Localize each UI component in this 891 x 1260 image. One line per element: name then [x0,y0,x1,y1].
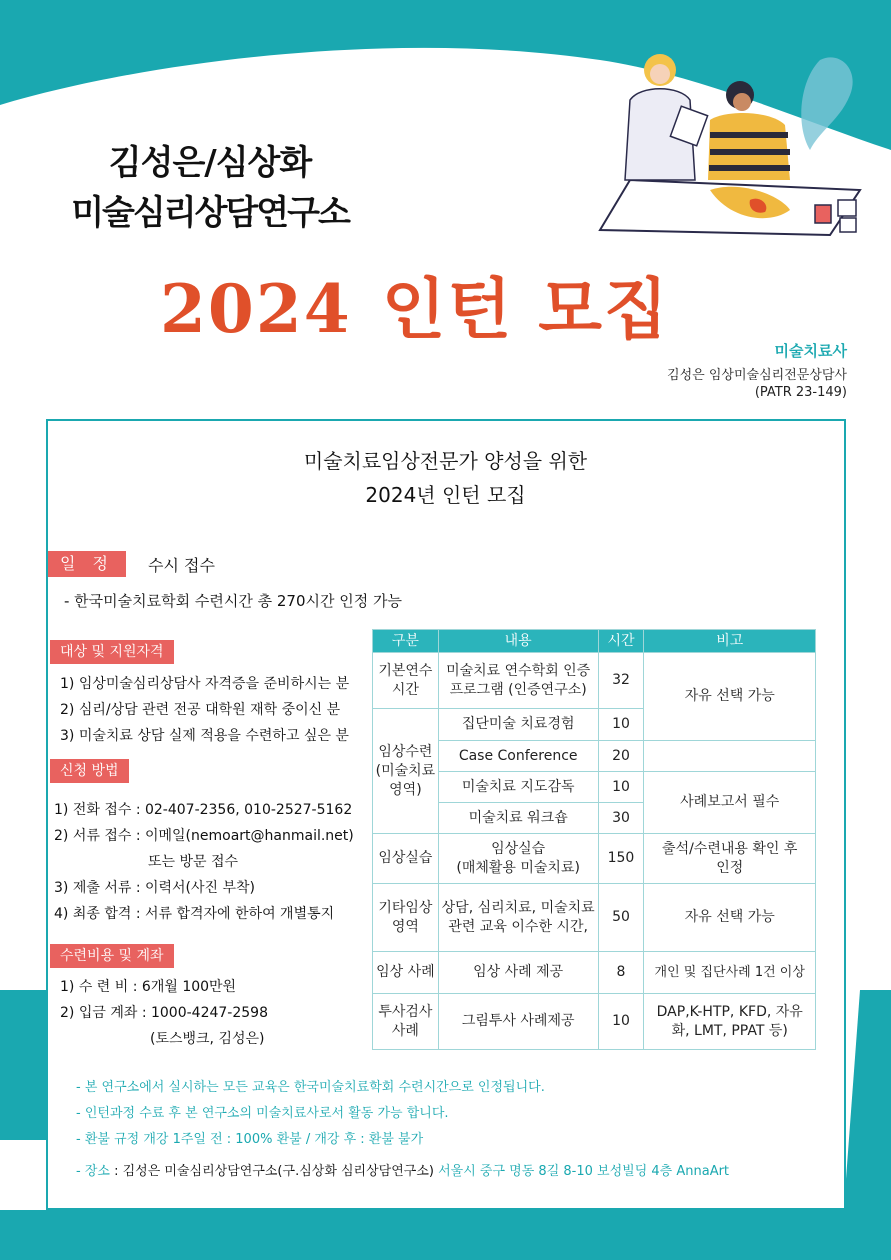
eligibility-list [60,671,349,749]
cell-note: 자유 선택 가능 [644,653,816,741]
cell-category: 기본연수 시간 [373,653,439,709]
note-line: - 본 연구소에서 실시하는 모든 교육은 한국미술치료학회 수련시간으로 인정됩니다. [76,1080,545,1095]
header-note: 비고 [644,630,816,653]
role-label: 미술치료사 [774,342,847,360]
apply-tag: 신청 방법 [50,759,129,783]
list-item: 2) 서류 접수 : 이메일(nemoart@hanmail.net) [54,828,354,844]
cell-content: 미술치료 연수학회 인증 프로그램 (인증연구소) [438,653,598,709]
list-item: 3) 미술치료 상담 실제 적용을 수련하고 싶은 분 [60,728,349,744]
table-row [373,834,816,884]
cell-hours: 20 [598,741,644,772]
cell-content: 임상 사례 제공 [438,952,598,994]
list-item: 또는 방문 접수 [148,854,239,870]
table-row [373,741,816,772]
illustration-artists [590,40,880,240]
list-item: 4) 최종 합격 : 서류 합격자에 한하여 개별통지 [54,906,335,922]
list-item: 2) 심리/상담 관련 전공 대학원 재학 중이신 분 [60,702,341,718]
cell-category: 임상 사례 [373,952,439,994]
cell-note: 자유 선택 가능 [644,884,816,952]
list-item: 1) 수 련 비 : 6개월 100만원 [60,979,237,995]
cell-content: 미술치료 지도감독 [438,772,598,803]
cell-note: DAP,K-HTP, KFD, 자유 화, LMT, PPAT 등) [644,994,816,1050]
institute-name: 김성은/심상화 [108,143,312,183]
credit-line2: (PATR 23-149) [754,385,847,400]
list-item: 3) 제출 서류 : 이력서(사진 부착) [54,880,256,896]
credit-line1: 김성은 임상미술심리전문상담사 [667,368,847,383]
table-header-row [373,630,816,653]
card-heading-line2: 2024년 인턴 모집 [365,483,526,507]
list-item: 1) 임상미술심리상담사 자격증을 준비하시는 분 [60,676,350,692]
main-title-text: 인턴 모집 [381,270,670,348]
place-name: : 김성은 미술심리상담연구소(구.심상화 심리상담연구소) [114,1164,434,1179]
schedule-tag: 일 정 [48,551,126,577]
cell-content: 임상실습 (매체활용 미술치료) [438,834,598,884]
list-item: 1) 전화 접수 : 02-407-2356, 010-2527-5162 [54,802,353,818]
cell-content: 미술치료 워크숍 [438,803,598,834]
header-category: 구분 [373,630,439,653]
table-row [373,884,816,952]
curriculum-table [372,629,816,1050]
cost-tag: 수련비용 및 계좌 [50,944,174,968]
table-row [373,994,816,1050]
table-row [373,653,816,709]
cell-hours: 10 [598,994,644,1050]
apply-list [54,797,354,927]
header-content: 내용 [438,630,598,653]
cell-category: 기타임상 영역 [373,884,439,952]
note-line: - 인턴과정 수료 후 본 연구소의 미술치료사로서 활동 가능 합니다. [76,1106,449,1121]
cell-hours: 150 [598,834,644,884]
schedule-detail: - 한국미술치료학회 수련시간 총 270시간 인정 가능 [64,592,402,610]
cell-hours: 50 [598,884,644,952]
note-line: - 환불 규정 개강 1주일 전 : 100% 환불 / 개강 후 : 환불 불가 [76,1132,424,1147]
main-title [160,256,670,351]
header-hours: 시간 [598,630,644,653]
main-title-year: 2024 [160,270,352,348]
cell-hours: 10 [598,772,644,803]
table-row [373,772,816,803]
list-item: 2) 입금 계좌 : 1000-4247-2598 [60,1005,268,1021]
cell-content: Case Conference [438,741,598,772]
list-item: (토스뱅크, 김성은) [150,1031,265,1047]
cell-note: 개인 및 집단사례 1건 이상 [644,952,816,994]
cell-note: 출석/수련내용 확인 후 인정 [644,834,816,884]
place-address: 서울시 중구 명동 8길 8-10 보성빌딩 4층 AnnaArt [438,1164,730,1179]
cell-category: 투사검사 사례 [373,994,439,1050]
cell-content: 집단미술 치료경험 [438,709,598,741]
institute-subtitle: 미술심리상담연구소 [71,193,349,233]
cell-hours: 10 [598,709,644,741]
cost-list [60,974,268,1052]
cell-note-empty [644,741,816,772]
cell-note: 사례보고서 필수 [644,772,816,834]
cell-content: 상담, 심리치료, 미술치료 관련 교육 이수한 시간, [438,884,598,952]
card-heading-line1: 미술치료임상전문가 양성을 위한 [303,449,588,473]
schedule-value: 수시 접수 [148,556,215,575]
place-line [76,1160,729,1179]
cell-category: 임상수련 (미술치료 영역) [373,709,439,834]
cell-category: 임상실습 [373,834,439,884]
place-label: - 장소 [76,1164,110,1179]
cell-hours: 32 [598,653,644,709]
cell-hours: 30 [598,803,644,834]
eligibility-tag: 대상 및 지원자격 [50,640,174,664]
cell-hours: 8 [598,952,644,994]
table-row [373,952,816,994]
credit [667,367,847,401]
cell-content: 그림투사 사례제공 [438,994,598,1050]
